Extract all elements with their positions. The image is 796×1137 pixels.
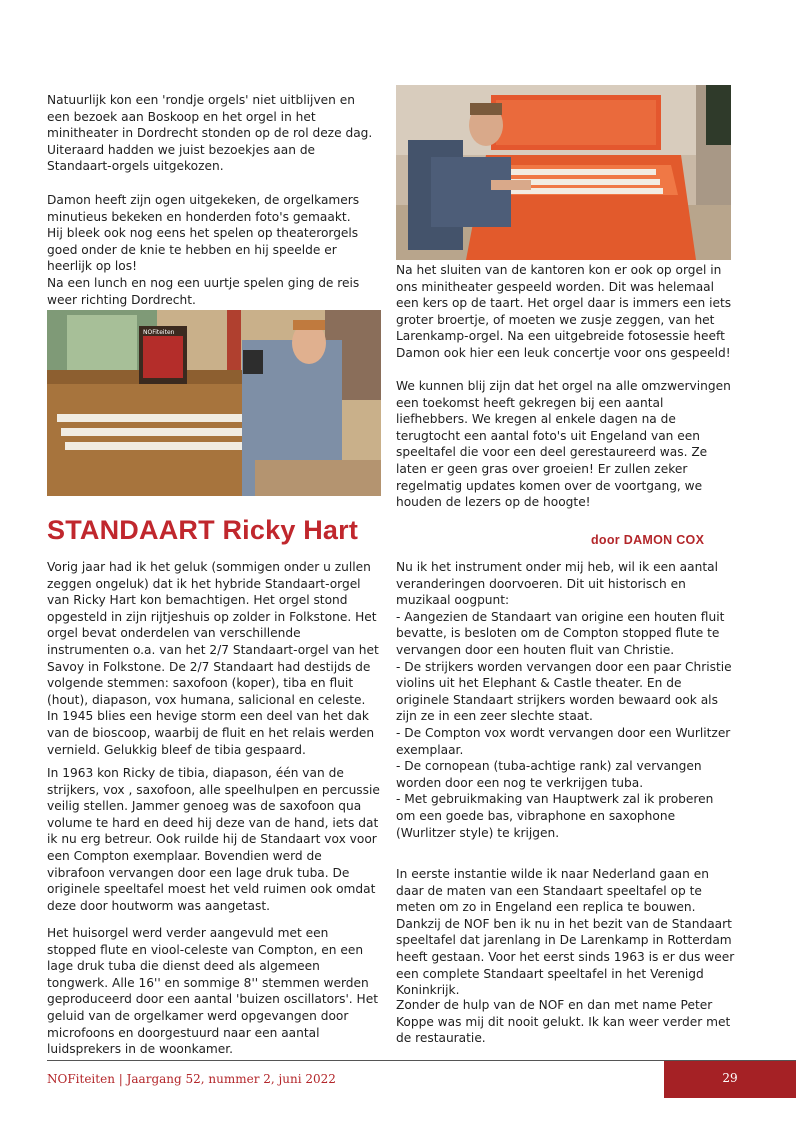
article-right-paragraph-3: Zonder de hulp van de NOF en dan met name Peter Koppe was mij dit nooit gelukt. Ik kan weer verder met de restauratie. [396,998,731,1046]
article-right-paragraph-1: Nu ik het instrument onder mij heb, wil ik een aantal veranderingen doorvoeren. Dit uit historisch en muzikaal oogpunt: - Aangezien de Standaart van origine een houten fluit bevatte, is besloten om de Compton stopped flute te vervangen door een houten fluit van Christie. - De strijkers worden vervangen door een paar Christie violins uit het Elephant & Castle theater. En de originele Standaart strijkers worden bewaard ook als zijn ze in een zeer slechte staat. - De Compton vox wordt vervangen door een Wurlitzer exemplaar. - De cornopean (tuba-achtige rank) zal vervangen worden door een nog te verkrijgen tuba. - Met gebruikmaking van Hauptwerk zal ik proberen om een goede bas, vibraphone en saxophone (Wurlitzer style) te krijgen. [396,560,732,840]
photo-wooden-organ-image [47,310,381,496]
future-paragraph: We kunnen blij zijn dat het orgel na alle omzwervingen een toekomst heeft gekregen bij een aantal liefhebbers. We kregen al enkele dagen na de terugtocht een aantal foto's uit Engeland van een speeltafel die voor een deel gerestaureerd was. Ze laten er geen gras over groeien! Er zullen zeker regelmatig updates komen over de voortgang, we houden de lezers op de hoogte! [396,379,731,510]
article-byline: door DAMON COX [591,533,705,547]
article-left-paragraph-3: Het huisorgel werd verder aangevuld met een stopped flute en viool-celeste van Compton, en een lage druk tuba die dienst deed als algemeen tongwerk. Alle 16'' en sommige 8'' stemmen werden geproduceerd door een aantal 'buizen oscillators'. Het geluid van de orgelkamer werd opgevangen door microfoons en doorgestuurd naar een aantal luidsprekers in de woonkamer. [47,926,378,1057]
book-title-text: NOFiteiten [143,329,175,336]
page-number: 29 [722,1071,738,1085]
minitheater-paragraph: Na het sluiten van de kantoren kon er ook op orgel in ons minitheater gespeeld worden. Dit was helemaal een kers op de taart. Het orgel daar is immers een iets groter broertje, of moeten we zusje zeggen, van het Larenkamp-orgel. Na een uitgebreide fotosessie heeft Damon ook hier een leuk concertje voor ons gespeeld! [396,263,732,360]
article-left-paragraph-2: In 1963 kon Ricky de tibia, diapason, één van de strijkers, vox , saxofoon, alle speelhulpen en percussie veilig stellen. Jammer genoeg was de saxofoon qua volume te hard en deed hij deze van de hand, iets dat ik nu erg betreur. Ook ruilde hij de Standaart vox voor een Compton exemplaar. Bovendien werd de vibrafoon vervangen door een lage druk tuba. De originele speeltafel moest het veld ruimen ook omdat deze door houtworm was aangetast. [47,766,380,913]
page-number-box [664,1061,796,1098]
footer-publication: NOFiteiten | Jaargang 52, nummer 2, juni 2022 [47,1072,336,1086]
photo-red-organ [396,85,731,260]
photo-red-organ-image [396,85,731,260]
article-title: STANDAART Ricky Hart [47,515,359,545]
intro-paragraph-1: Natuurlijk kon een 'rondje orgels' niet uitblijven en een bezoek aan Boskoop en het orgel in het minitheater in Dordrecht stonden op de rol deze dag. Uiteraard hadden we juist bezoekjes aan de Standaart-orgels uitgekozen. [47,93,373,174]
article-right-paragraph-2: In eerste instantie wilde ik naar Nederland gaan en daar de maten van een Standaart speeltafel op te meten om zo in Engeland een replica te bouwen. Dankzij de NOF ben ik nu in het bezit van de Standaart speeltafel dat jarenlang in De Larenkamp in Rotterdam heeft gestaan. Voor het eerst sinds 1963 is er dus weer een complete Standaart speeltafel in het Verenigd Koninkrijk. [396,867,735,998]
article-left-paragraph-1: Vorig jaar had ik het geluk (sommigen onder u zullen zeggen ongeluk) dat ik het hybride Standaart-orgel van Ricky Hart kon bemachtigen. Het orgel stond opgesteld in zijn rijtjeshuis op zolder in Folkstone. Het orgel bevat onderdelen van verschillende instrumenten o.a. van het 2/7 Standaart-orgel van het Savoy in Folkstone. De 2/7 Standaart had destijds de volgende stemmen: saxofoon (koper), tiba en fluit (hout), diapason, vox humana, salicional en celeste. In 1945 blies een hevige storm een deel van het dak van de bioscoop, waarbij de fluit en het relais werden vernield. Gelukkig bleef de tibia gespaard. [47,560,379,757]
intro-paragraph-2: Damon heeft zijn ogen uitgekeken, de orgelkamers minutieus bekeken en honderden foto's gemaakt. Hij bleek ook nog eens het spelen op theaterorgels goed onder de knie te hebben en hij speelde er heerlijk op los! Na een lunch en nog een uurtje spelen ging de reis weer richting Dordrecht. [47,193,360,307]
photo-wooden-organ [47,310,381,496]
